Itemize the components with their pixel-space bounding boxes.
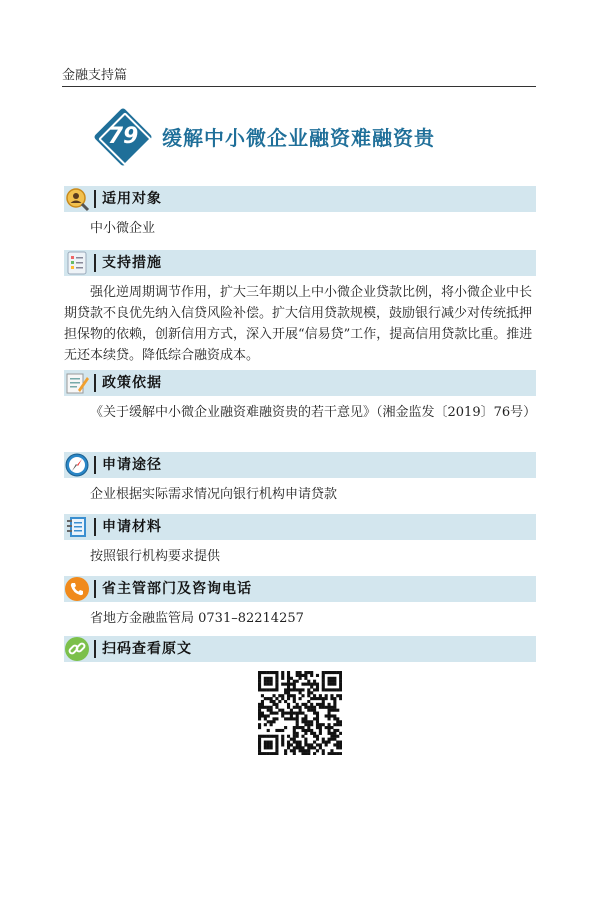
- section-label-basis: 政策依据: [102, 375, 162, 391]
- item-number: 79: [107, 124, 139, 149]
- section-text-contact: 省地方金融监管局 0731–82214257: [90, 611, 304, 626]
- section-text-measures: 强化逆周期调节作用，扩大三年期以上中小微企业贷款比例，将小微企业中长期贷款不良优先纳入信贷风险补偿。扩大信用贷款规模，鼓励银行减少对传统抵押担保物的依赖，创新信用方式，深入开展“信易贷”工作，提高信用贷款比重。推进无还本续贷。降低综合融资成本。: [64, 285, 533, 363]
- section-label-measures: 支持措施: [102, 255, 162, 271]
- page-header: 金融支持篇: [62, 66, 536, 87]
- section-text-basis: 《关于缓解中小微企业融资难融资贵的若干意见》（湘金监发〔2019〕76号）: [90, 405, 537, 420]
- section-header-measures: [64, 250, 536, 276]
- qr-code[interactable]: [258, 671, 342, 755]
- document-pen-icon: [64, 370, 90, 396]
- section-header-materials: [64, 514, 536, 540]
- section-header-basis: [64, 370, 536, 396]
- item-title-block: [94, 108, 514, 168]
- compass-icon: [64, 452, 90, 478]
- section-label-target: 适用对象: [102, 191, 162, 207]
- section-header-apply: [64, 452, 536, 478]
- qr-code-graphic: [258, 671, 342, 755]
- section-label-scan: 扫码查看原文: [102, 641, 192, 657]
- checklist-icon: [64, 250, 90, 276]
- person-search-icon: [64, 186, 90, 212]
- link-icon: [64, 636, 90, 662]
- section-label-materials: 申请材料: [102, 519, 162, 535]
- section-header-target: [64, 186, 536, 212]
- section-label-apply: 申请途径: [102, 457, 162, 473]
- section-header-scan: [64, 636, 536, 662]
- notebook-icon: [64, 514, 90, 540]
- phone-icon: [64, 576, 90, 602]
- item-title: 缓解中小微企业融资难融资贵: [162, 126, 435, 150]
- section-text-materials: 按照银行机构要求提供: [90, 549, 221, 564]
- section-label-contact: 省主管部门及咨询电话: [102, 581, 252, 597]
- section-header-contact: [64, 576, 536, 602]
- item-number-badge: [94, 108, 152, 166]
- section-text-apply: 企业根据实际需求情况向银行机构申请贷款: [90, 487, 338, 502]
- section-text-target: 中小微企业: [90, 221, 156, 236]
